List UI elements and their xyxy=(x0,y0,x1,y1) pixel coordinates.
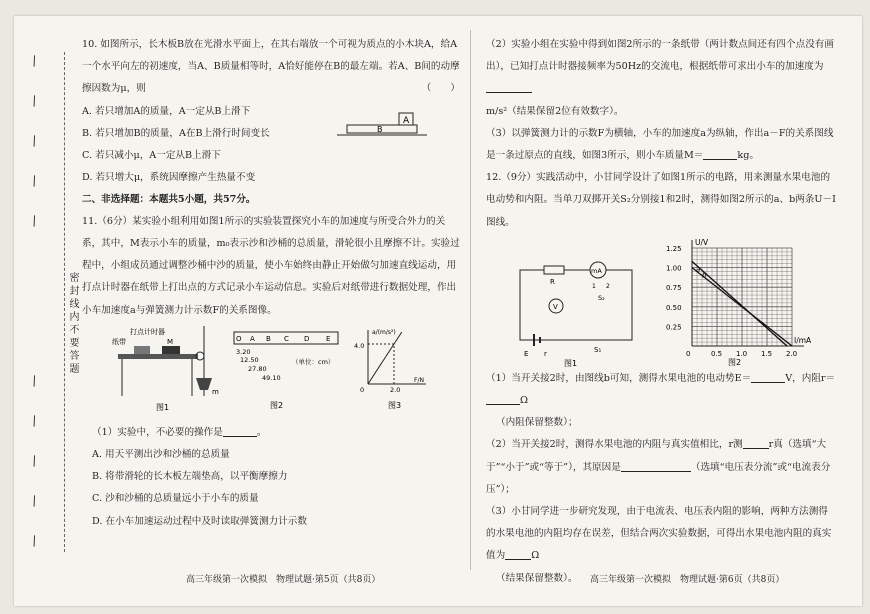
binding-margin: / / / / / / / / / / 密封线内不要答题 xyxy=(24,52,65,552)
tape-point-c: C xyxy=(284,334,289,343)
tape-dist-3: 27.80 xyxy=(248,364,267,373)
right-footer: 高三年级第一次模拟 物理试题·第6页（共8页） xyxy=(590,575,785,585)
switch-s2-label: S₂ xyxy=(598,293,605,302)
fig2-caption: 图2 xyxy=(270,400,284,410)
q10-figure xyxy=(337,109,427,145)
q11-figures xyxy=(82,322,460,422)
fig3-line xyxy=(368,332,402,384)
left-page xyxy=(82,34,460,533)
tape-point-o: O xyxy=(236,334,242,343)
tape-dist-4: 49.10 xyxy=(262,373,281,382)
q12-1-blank-r xyxy=(486,392,520,405)
tape-unit: （单位：cm） xyxy=(292,357,335,366)
q11-1-option-b: B. 将带滑轮的长木板左端垫高，以平衡摩擦力 xyxy=(92,471,288,483)
fig3-xlabel: F/N xyxy=(414,376,424,384)
x-tick-label: 1.0 xyxy=(736,349,748,358)
right-page xyxy=(486,34,836,590)
emf-label: E xyxy=(524,349,529,358)
fig1-timer-label: 打点计时器 xyxy=(130,327,165,336)
fig1-timer xyxy=(134,346,150,354)
q11-1-blank xyxy=(223,424,257,437)
q12-2-blank-1 xyxy=(743,436,769,449)
fig3-xtick: 2.0 xyxy=(390,385,401,394)
q11-3: （3）以弹簧测力计的示数F为横轴，小车的加速度a为纵轴，作出a－F的关系图线是一条过原点的直线，如图3所示，则小车质量M＝ kg。 xyxy=(486,127,834,162)
fig1-cart-label: M xyxy=(167,337,174,346)
q12-1: （1）当开关接2时，由图线b可知，测得水果电池的电动势E＝ V，内阻r＝Ω xyxy=(486,368,836,412)
fig3-ylabel: a/(m/s²) xyxy=(372,328,396,336)
ui-graph-grid xyxy=(692,248,792,346)
q12-figures xyxy=(486,234,836,368)
ui-graph-xlabel: I/mA xyxy=(794,335,812,345)
milliammeter-label: mA xyxy=(591,266,602,275)
circuit-loop xyxy=(520,270,632,340)
ui-graph-ticks xyxy=(666,245,797,358)
board-b-label: B xyxy=(377,124,383,134)
figure1-apparatus xyxy=(112,326,222,412)
tape-dist-2: 12.50 xyxy=(240,355,259,364)
left-footer: 高三年级第一次模拟 物理试题·第5页（共8页） xyxy=(186,575,381,585)
fig1-sand-bucket xyxy=(196,378,212,390)
q10-stem: 10. 如图所示，长木板B放在光滑水平面上，在其右端放一个可视为质点的小木块A，给A一个水平向左的初速度，当A、B质量相等时，A恰好能停在B的最左端。若A、B间的动摩擦因数为μ，则 （ ） xyxy=(82,34,460,101)
tape-point-b: B xyxy=(266,334,271,343)
ui-graph-caption: 图2 xyxy=(728,357,742,367)
q11-3-blank xyxy=(703,147,737,160)
circuit-caption: 图1 xyxy=(564,358,578,368)
rheostat-label: R xyxy=(550,277,555,286)
tape-dist-1: 3.20 xyxy=(236,347,251,356)
q12-2: （2）当开关接2时，测得水果电池的内阻与真实值相比，r测 r真（选填“大于”“小于”或“等于”），其原因是 （选填“电压表分流”或“电流表分压”）； xyxy=(486,434,836,501)
switch-s2-pos1: 1 xyxy=(592,282,596,290)
internal-resistance-label: r xyxy=(544,349,547,358)
q11-2-blank xyxy=(486,80,532,93)
x-tick-label: 0.5 xyxy=(711,349,723,358)
series-label-b: b xyxy=(702,271,707,280)
fig1-board xyxy=(118,354,198,359)
q12-3-note: （结果保留整数）。 xyxy=(496,572,578,584)
fig3-origin: 0 xyxy=(360,385,365,394)
x-tick-label: 2.0 xyxy=(786,349,798,358)
q12-stem: 12.（9分）实践活动中，小甘同学设计了如图1所示的电路，用来测量水果电池的电动势和内阻。当单刀双掷开关S₂分别接1和2时，测得如图2所示的a、b两条U－I图线。 xyxy=(486,172,836,228)
voltmeter-label: V xyxy=(553,302,558,311)
y-tick-label: 0.50 xyxy=(666,303,682,312)
y-tick-label: 1.00 xyxy=(666,264,682,273)
tape-point-d: D xyxy=(304,334,310,343)
rheostat xyxy=(544,266,564,274)
q11-1-option-c: C. 沙和沙桶的总质量远小于小车的质量 xyxy=(92,493,259,505)
answer-bracket: （ ） xyxy=(421,83,460,95)
fig1-tape-label: 纸带 xyxy=(112,337,126,346)
q10-option-b: B. 若只增加B的质量，A在B上滑行时间变长 xyxy=(82,127,270,139)
block-a-label: A xyxy=(403,115,410,126)
fig1-bucket-label: m xyxy=(212,387,219,396)
x-tick-label: 1.5 xyxy=(761,349,773,358)
switch-s1-label: S₁ xyxy=(594,345,602,354)
page-divider xyxy=(470,30,471,570)
q12-1-blank-e xyxy=(751,370,785,383)
y-tick-label: 0.75 xyxy=(666,284,682,293)
q10-options xyxy=(82,101,460,189)
q12-3-blank xyxy=(505,547,531,560)
series-label-a: a xyxy=(696,265,701,274)
q12-3: （3）小甘同学进一步研究发现，由于电流表、电压表内阻的影响，两种方法测得的水果电池的内阻均存在误差，但结合两次实验数据，可得出水果电池内阻的真实值为 Ω xyxy=(486,506,832,562)
x-tick-label: 0 xyxy=(686,349,691,358)
y-tick-label: 0.25 xyxy=(666,323,682,332)
seal-line-text: 密封线内不要答题 xyxy=(69,273,81,375)
section-2-heading: 二、非选择题：本题共5小题，共57分。 xyxy=(82,193,256,205)
q12-2-blank-2 xyxy=(621,459,691,472)
ui-graph xyxy=(658,234,828,368)
fig3-ytick: 4.0 xyxy=(354,341,365,350)
tape-point-e: E xyxy=(326,334,331,343)
switch-s2-pos2: 2 xyxy=(606,282,610,290)
q11-1: （1）实验中，不必要的操作是 。 xyxy=(82,422,460,444)
figure3-aF-graph xyxy=(354,326,434,412)
q10-option-a: A. 若只增加A的质量，A一定从B上滑下 xyxy=(82,105,251,117)
q10-option-c: C. 若只减小μ，A一定从B上滑下 xyxy=(82,150,221,162)
ui-graph-ylabel: U/V xyxy=(695,237,709,247)
figure2-tape xyxy=(232,330,340,412)
y-tick-label: 1.25 xyxy=(666,244,682,253)
fig1-cart xyxy=(162,346,180,354)
q10-option-d: D. 若只增大μ，系统因摩擦产生热量不变 xyxy=(82,172,256,184)
fig3-caption: 图3 xyxy=(388,400,402,410)
q11-stem: 11.（6分）某实验小组利用如图1所示的实验装置探究小车的加速度与所受合外力的关系，其中，M表示小车的质量，m₀表示沙和沙桶的总质量，滑轮很小且摩擦不计。实验过程中，小组成员通过调整沙桶中沙的质量，使小车始终由静止开始做匀加速直线运动，用打点计时器在纸带上打出点的方式记录小车运动信息。实验后对纸带进行数据处理，作出小车加速度a与弹簧测力计示数F的关系图像。 xyxy=(82,215,460,316)
q12-1-note: （内阻保留整数）； xyxy=(496,417,578,429)
circuit-diagram xyxy=(514,256,644,368)
q11-1-option-a: A. 用天平测出沙和沙桶的总质量 xyxy=(92,449,230,461)
tape-point-a: A xyxy=(250,334,255,343)
q11-1-option-d: D. 在小车加速运动过程中及时读取弹簧测力计示数 xyxy=(92,515,307,527)
fig1-caption: 图1 xyxy=(156,402,170,412)
q11-2: （2）实验小组在实验中得到如图2所示的一条纸带（两计数点间还有四个点没有画出），已知打点计时器接频率为50Hz的交流电，根据纸带可求出小车的加速度为 m/s²（结果保留2位有效数字）。 xyxy=(486,39,834,117)
